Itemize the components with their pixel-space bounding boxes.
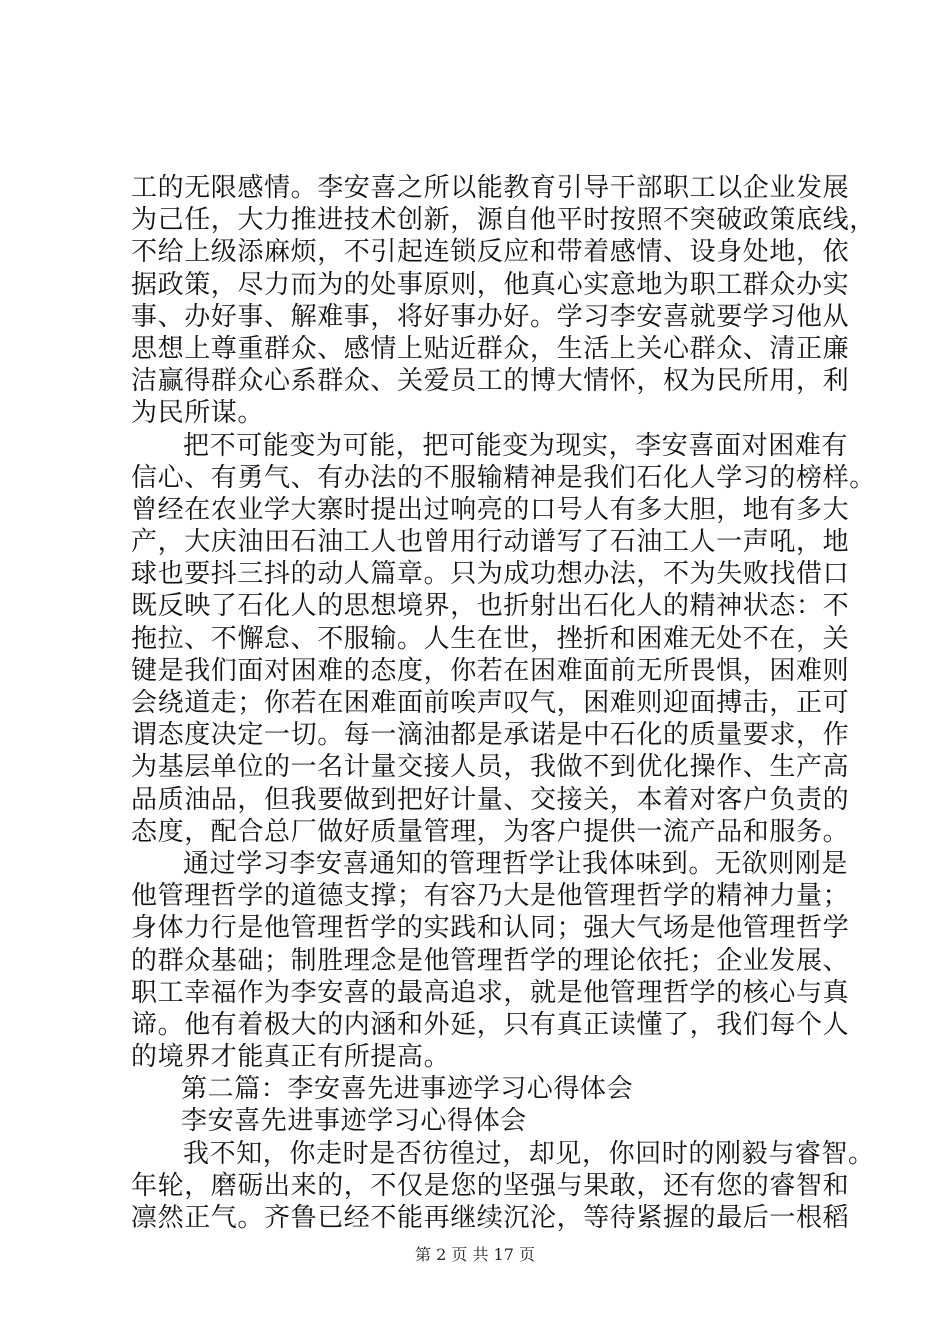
text-line: 拖拉、不懈怠、不服输。人生在世，挫折和困难无处不在，关 [131, 623, 850, 654]
text-line: 不给上级添麻烦，不引起连锁反应和带着感情、设身处地，依 [131, 237, 850, 268]
paragraph-first-line: 通过学习李安喜通知的管理哲学让我体味到。无欲则刚是 [183, 848, 849, 879]
text-line: 工的无限感情。李安喜之所以能教育引导干部职工以企业发展 [131, 173, 850, 203]
text-line: 为基层单位的一名计量交接人员，我做不到优化操作、生产高 [131, 752, 850, 783]
text-line: 球也要抖三抖的动人篇章。只为成功想办法，不为失败找借口 [131, 559, 850, 590]
text-line: 洁赢得群众心系群众、关爱员工的博大情怀，权为民所用，利 [131, 366, 850, 397]
text-line: 为己任，大力推进技术创新，源自他平时按照不突破政策底线， [131, 205, 876, 236]
paragraph-first-line: 把不可能变为可能，把可能变为现实，李安喜面对困难有 [183, 430, 849, 461]
section-title: 李安喜先进事迹学习心得体会 [181, 1106, 527, 1137]
document-body [131, 172, 876, 1234]
text-line: 事、办好事、解难事，将好事办好。学习李安喜就要学习他从 [131, 301, 850, 332]
text-line: 年轮，磨砺出来的，不仅是您的坚强与果敢，还有您的睿智和 [131, 1170, 850, 1201]
page-number-footer: 第 2 页 共 17 页 [415, 1245, 535, 1264]
text-line: 键是我们面对困难的态度，你若在困难面前无所畏惧，困难则 [131, 655, 850, 686]
text-line: 品质油品，但我要做到把好计量、交接关，本着对客户负责的 [131, 784, 850, 815]
text-line: 态度，配合总厂做好质量管理，为客户提供一流产品和服务。 [131, 816, 850, 847]
text-line: 信心、有勇气、有办法的不服输精神是我们石化人学习的榜样。 [131, 462, 876, 493]
text-line: 的群众基础；制胜理念是他管理哲学的理论依托；企业发展、 [131, 945, 850, 976]
text-line: 谓态度决定一切。每一滴油都是承诺是中石化的质量要求，作 [131, 720, 850, 751]
text-line: 凛然正气。齐鲁已经不能再继续沉沦，等待紧握的最后一根稻 [131, 1203, 850, 1233]
text-line: 思想上尊重群众、感情上贴近群众，生活上关心群众、清正廉 [131, 333, 850, 364]
text-line: 职工幸福作为李安喜的最高追求，就是他管理哲学的核心与真 [131, 977, 850, 1008]
text-line: 会绕道走；你若在困难面前唉声叹气，困难则迎面搏击，正可 [131, 688, 850, 718]
paragraph-first-line: 我不知，你走时是否彷徨过，却见，你回时的刚毅与睿智。 [183, 1138, 875, 1169]
text-line: 为民所谋。 [131, 398, 265, 429]
text-line: 身体力行是他管理哲学的实践和认同；强大气场是他管理哲学 [131, 913, 850, 944]
text-line: 据政策，尽力而为的处事原则，他真心实意地为职工群众办实 [131, 269, 850, 300]
text-line: 既反映了石化人的思想境界，也折射出石化人的精神状态：不 [131, 591, 850, 622]
text-line: 产，大庆油田石油工人也曾用行动谱写了石油工人一声吼，地 [131, 527, 850, 558]
text-line: 他管理哲学的道德支撑；有容乃大是他管理哲学的精神力量； [131, 881, 850, 912]
text-line: 谛。他有着极大的内涵和外延，只有真正读懂了，我们每个人 [131, 1009, 850, 1040]
section-heading: 第二篇：李安喜先进事迹学习心得体会 [181, 1074, 634, 1105]
text-line: 曾经在农业学大寨时提出过响亮的口号人有多大胆，地有多大 [131, 494, 850, 525]
text-line: 的境界才能真正有所提高。 [131, 1042, 451, 1073]
